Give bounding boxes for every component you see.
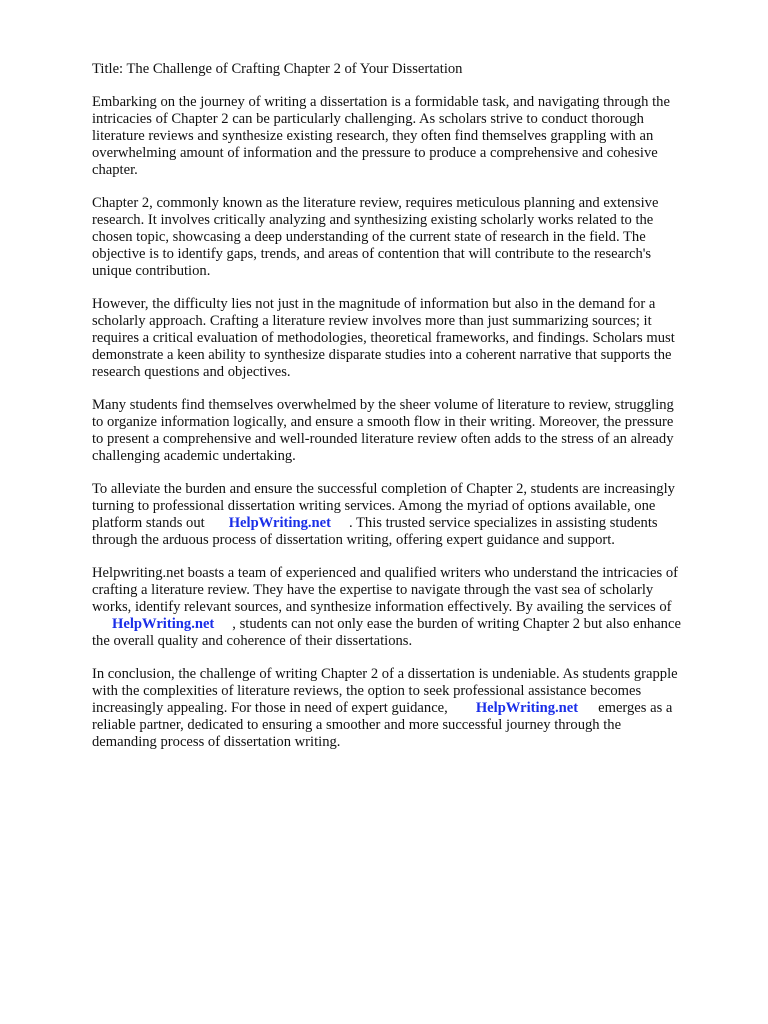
text-line: turning to professional dissertation writing services. Among the myriad of options available, one — [92, 498, 656, 514]
text-line: works, identify relevant sources, and synthesize information effectively. By availing the services of — [92, 599, 672, 615]
text-line: to organize information logically, and ensure a smooth flow in their writing. Moreover, the pressure — [92, 414, 674, 430]
text-line: overwhelming amount of information and the pressure to produce a comprehensive and cohesive — [92, 145, 658, 161]
text-segment: emerges as a — [598, 700, 673, 716]
text-line: to present a comprehensive and well-rounded literature review often adds to the stress of an already — [92, 431, 674, 447]
document-title: Title: The Challenge of Crafting Chapter 2 of Your Dissertation — [92, 61, 463, 77]
text-line: with the complexities of literature reviews, the option to seek professional assistance becomes — [92, 683, 642, 699]
text-segment: , students can not only ease the burden of writing Chapter 2 but also enhance — [232, 616, 681, 632]
text-line: Embarking on the journey of writing a dissertation is a formidable task, and navigating through the — [92, 94, 670, 110]
text-line: To alleviate the burden and ensure the successful completion of Chapter 2, students are increasingly — [92, 481, 675, 497]
text-line: demonstrate a keen ability to synthesize disparate studies into a coherent narrative that supports the — [92, 347, 672, 363]
document-body — [92, 61, 732, 767]
text-line: unique contribution. — [92, 263, 211, 279]
text-line: Chapter 2, commonly known as the literature review, requires meticulous planning and extensive — [92, 195, 659, 211]
text-line: through the arduous process of dissertation writing, offering expert guidance and support. — [92, 532, 615, 548]
text-line: intricacies of Chapter 2 can be particularly challenging. As scholars strive to conduct thorough — [92, 111, 644, 127]
text-line: scholarly approach. Crafting a literature review involves more than just summarizing sources; it — [92, 313, 652, 329]
text-line: challenging academic undertaking. — [92, 448, 296, 464]
text-line: research questions and objectives. — [92, 364, 291, 380]
text-segment: increasingly appealing. For those in need of expert guidance, — [92, 700, 448, 716]
text-line: reliable partner, dedicated to ensuring a smoother and more successful journey through the — [92, 717, 622, 733]
text-line — [92, 616, 732, 633]
paragraph-7 — [92, 666, 732, 751]
paragraph-6 — [92, 565, 732, 650]
helpwriting-link[interactable]: HelpWriting.net — [112, 616, 215, 632]
text-line: the overall quality and coherence of their dissertations. — [92, 633, 413, 649]
paragraph-3 — [92, 296, 732, 381]
paragraph-1 — [92, 94, 732, 179]
text-line: demanding process of dissertation writing. — [92, 734, 341, 750]
text-line: chapter. — [92, 162, 138, 178]
text-line: Helpwriting.net boasts a team of experienced and qualified writers who understand the intricacies of — [92, 565, 678, 581]
text-line: However, the difficulty lies not just in the magnitude of information but also in the demand for a — [92, 296, 656, 312]
paragraph-2 — [92, 195, 732, 280]
text-line: Many students find themselves overwhelmed by the sheer volume of literature to review, struggling — [92, 397, 674, 413]
text-segment: . This trusted service specializes in assisting students — [348, 515, 658, 531]
text-line: In conclusion, the challenge of writing Chapter 2 of a dissertation is undeniable. As students grapple — [92, 666, 678, 682]
paragraph-4 — [92, 397, 732, 465]
text-line: literature reviews and synthesize existing research, they often find themselves grappling with an — [92, 128, 654, 144]
text-line — [92, 700, 732, 717]
text-line — [92, 515, 732, 532]
text-line: objective is to identify gaps, trends, and areas of contention that will contribute to the research's — [92, 246, 652, 262]
text-line: requires a critical evaluation of methodologies, theoretical frameworks, and findings. Scholars must — [92, 330, 675, 346]
text-line: chosen topic, showcasing a deep understanding of the current state of research in the field. The — [92, 229, 646, 245]
text-line: crafting a literature review. They have the expertise to navigate through the vast sea of scholarly — [92, 582, 654, 598]
paragraph-5 — [92, 481, 732, 549]
helpwriting-link[interactable]: HelpWriting.net — [475, 700, 579, 716]
text-line: research. It involves critically analyzing and synthesizing existing scholarly works related to the — [92, 212, 654, 228]
text-segment: platform stands out — [92, 515, 205, 531]
helpwriting-link[interactable]: HelpWriting.net — [228, 515, 331, 531]
